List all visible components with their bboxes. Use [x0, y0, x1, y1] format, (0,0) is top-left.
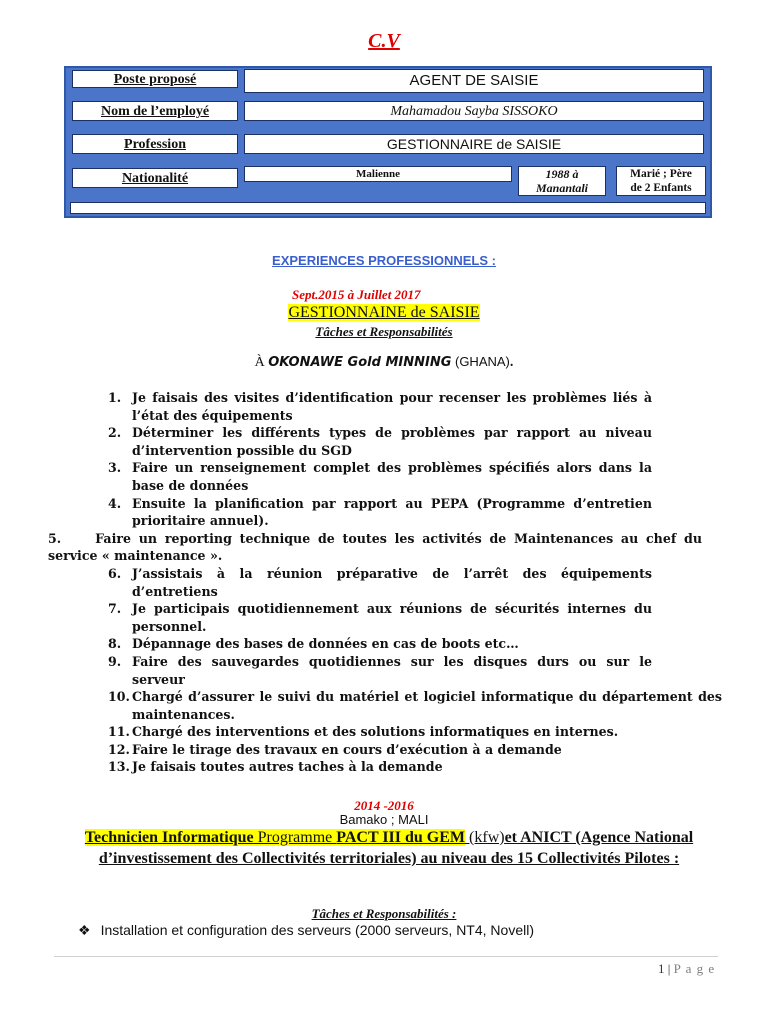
job2-role-title: Technicien Informatique — [84, 829, 254, 846]
item-number: 8. — [108, 636, 122, 652]
footer-divider — [54, 956, 718, 957]
cv-title: C.V — [368, 30, 400, 52]
job2-role — [54, 827, 724, 869]
list-item — [54, 424, 652, 459]
list-item — [54, 495, 652, 530]
item-number: 3. — [108, 460, 122, 476]
item-number: 13. — [108, 759, 130, 775]
marital-line2: de 2 Enfants — [630, 182, 692, 194]
item-text: Je faisais des visites d’identification pour recenser les problèmes liés à l’état des équipements — [132, 390, 652, 423]
item-number: 7. — [108, 601, 122, 617]
job2-bullet-item — [78, 922, 534, 939]
identity-table — [64, 66, 712, 218]
item-number: 2. — [108, 425, 122, 441]
job1-role-text: GESTIONNAINE de SAISIE — [288, 304, 480, 321]
item-text: Je participais quotidiennement aux réunions de sécurités internes du personnel. — [132, 601, 652, 634]
section-title: EXPERIENCES PROFESSIONNELS : — [272, 253, 496, 268]
job2-tasks-heading: Tâches et Responsabilités : — [311, 906, 457, 921]
poste-label: Poste proposé — [72, 70, 238, 88]
item-text: Déterminer les différents types de problèmes par rapport au niveau d’intervention possible du SGD — [132, 425, 652, 458]
birth-place: Manantali — [535, 181, 589, 195]
item-text: Je faisais toutes autres taches à la demande — [132, 759, 443, 775]
list-item — [54, 688, 722, 723]
item-text: Ensuite la planification par rapport au PEPA (Programme d’entretien prioritaire annuel). — [132, 495, 652, 529]
page-num-value: 1 — [658, 961, 665, 976]
list-item — [54, 758, 652, 776]
list-item — [54, 565, 652, 600]
profession-value: GESTIONNAIRE de SAISIE — [244, 134, 704, 154]
nom-value: Mahamadou Sayba SISSOKO — [244, 101, 704, 121]
poste-value: AGENT DE SAISIE — [244, 69, 704, 93]
list-item — [54, 459, 652, 494]
page-sep: | — [664, 961, 674, 976]
job1-company — [0, 354, 768, 371]
job2-city: Bamako ; MALI — [339, 812, 429, 827]
bullet-text: Installation et configuration des serveurs (2000 serveurs, NT4, Novell) — [100, 922, 534, 938]
birth-info — [518, 166, 606, 196]
item-number: 12. — [108, 741, 130, 757]
item-number: 10. — [108, 689, 130, 705]
nom-label: Nom de l’employé — [72, 101, 238, 121]
job1-role — [0, 304, 768, 322]
list-item — [54, 723, 722, 741]
nationalite-label: Nationalité — [72, 168, 238, 188]
job2-role-kfw: (kfw) — [465, 829, 505, 846]
diamond-bullet-icon: ❖ — [78, 922, 91, 938]
list-item — [54, 600, 652, 635]
job1-tasks-heading: Tâches et Responsabilités — [315, 324, 453, 339]
item-number: 4. — [108, 495, 122, 511]
job2-role-prog: Programme — [253, 829, 337, 846]
item-text: Chargé d’assurer le suivi du matériel et logiciel informatique du département des maintenances. — [132, 689, 722, 722]
list-item — [54, 741, 722, 759]
job1-task-list — [48, 389, 722, 776]
item-text: Faire un reporting technique de toutes les activités de Maintenances au chef du service « maintenance ». — [48, 530, 702, 564]
item-text: Dépannage des bases de données en cas de boots etc… — [132, 636, 519, 652]
job1-period: Sept.2015 à Juillet 2017 — [292, 287, 421, 302]
job2-role-rest: et ANICT (Agence National d’investissement des Collectivités territoriales) au niveau des 15 Collectivités Pilotes : — [98, 829, 694, 867]
item-number: 11. — [108, 724, 130, 740]
empty-row — [70, 202, 706, 214]
company-prefix: À — [254, 355, 269, 370]
item-number: 6. — [108, 565, 122, 581]
marital-status — [616, 166, 706, 196]
list-item — [54, 389, 652, 424]
list-item — [54, 653, 652, 688]
item-text: Faire des sauvegardes quotidiennes sur les disques durs ou sur le serveur — [132, 653, 652, 687]
item-text: J’assistais à la réunion préparative de l’arrêt des équipements d’entretiens — [132, 565, 652, 599]
job2-period-text: 2014 -2016 — [354, 798, 414, 813]
list-item — [54, 635, 652, 653]
nationalite-value: Malienne — [244, 166, 512, 182]
company-end: . — [509, 355, 514, 370]
company-country: (GHANA) — [451, 354, 510, 369]
list-item — [48, 530, 702, 565]
item-number: 5. — [48, 530, 62, 546]
item-text: Chargé des interventions et des solutions informatiques en internes. — [132, 724, 619, 740]
company-name: OKONAWE Gold MINNING — [268, 355, 452, 370]
page-number — [658, 961, 715, 977]
item-text: Faire un renseignement complet des problèmes spécifiés alors dans la base de données — [132, 460, 652, 493]
item-number: 1. — [108, 390, 122, 405]
item-number: 9. — [108, 653, 122, 669]
profession-label: Profession — [72, 134, 238, 154]
birth-year: 1988 à — [545, 167, 579, 181]
page-word: P a g e — [673, 961, 716, 976]
item-text: Faire le tirage des travaux en cours d’exécution à a demande — [132, 741, 562, 757]
marital-line1: Marié ; Père — [630, 168, 692, 180]
job2-role-pact: PACT III du GEM — [336, 829, 466, 846]
